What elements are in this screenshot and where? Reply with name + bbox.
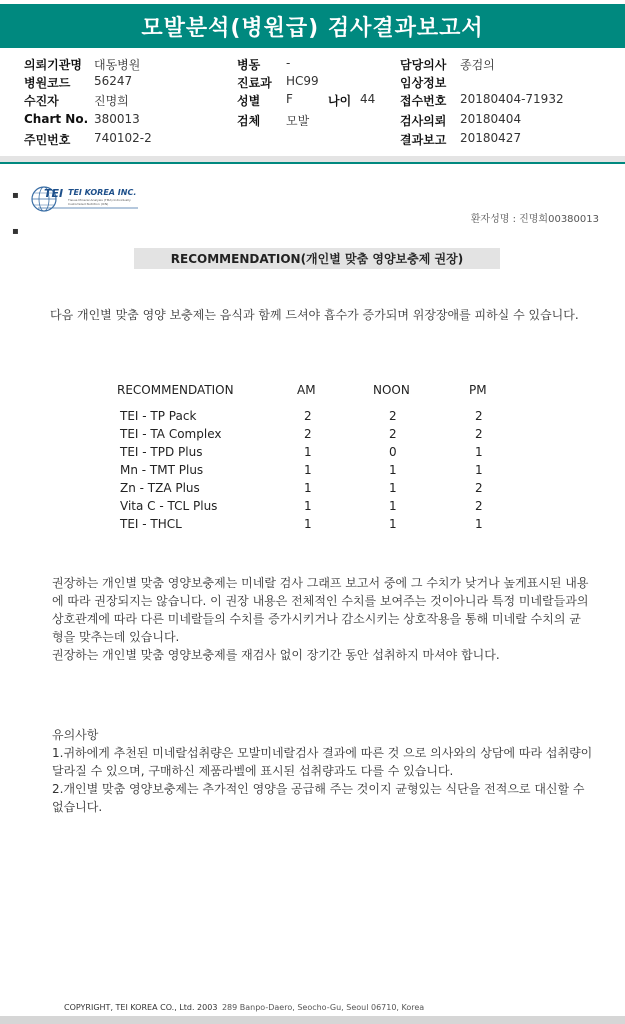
logo-mark: TEI	[44, 187, 64, 200]
supplement-name: TEI - TP Pack	[120, 409, 197, 423]
receipt-value: 20180404-71932	[460, 92, 564, 106]
pm-dose: 2	[475, 409, 483, 423]
report-title-banner	[0, 4, 625, 48]
specimen-label: 검체	[237, 114, 261, 128]
report-label: 결과보고	[400, 133, 447, 147]
logo-brand: TEI KOREA INC.	[68, 188, 137, 197]
patient-label: 수진자	[24, 94, 59, 108]
age-value: 44	[360, 92, 376, 106]
footer	[64, 1003, 424, 1012]
info-row-3	[0, 92, 625, 110]
receipt-label: 접수번호	[400, 94, 447, 108]
table-header-noon: NOON	[373, 383, 410, 397]
supplement-name: TEI - TA Complex	[120, 427, 222, 441]
doctor-value: 종검의	[460, 58, 495, 72]
noon-dose: 1	[389, 517, 397, 531]
table-row	[0, 445, 625, 463]
pm-dose: 2	[475, 427, 483, 441]
table-row	[0, 427, 625, 445]
pm-dose: 2	[475, 499, 483, 513]
sex-label: 성별	[237, 94, 261, 108]
sex-value: F	[286, 92, 293, 106]
accent-divider	[0, 162, 625, 164]
am-dose: 2	[304, 409, 312, 423]
id-value: 740102-2	[94, 131, 152, 145]
bullet-dot: ▪	[12, 190, 19, 201]
patient-info-block	[0, 52, 625, 156]
supplement-name: TEI - THCL	[120, 517, 182, 531]
am-dose: 1	[304, 463, 312, 477]
patient-value: 진명희	[94, 94, 129, 108]
code-label: 병원코드	[24, 76, 71, 90]
pm-dose: 1	[475, 445, 483, 459]
table-row	[0, 409, 625, 427]
noon-dose: 1	[389, 463, 397, 477]
pm-dose: 2	[475, 481, 483, 495]
supplement-name: Vita C - TCL Plus	[120, 499, 218, 513]
info-row-4	[0, 112, 625, 130]
info-row-5	[0, 131, 625, 149]
am-dose: 1	[304, 517, 312, 531]
clinical-label: 임상정보	[400, 76, 447, 90]
pm-dose: 1	[475, 517, 483, 531]
table-row	[0, 463, 625, 481]
ward-value: -	[286, 56, 291, 70]
hospital-label: 의뢰기관명	[24, 58, 82, 72]
am-dose: 1	[304, 445, 312, 459]
notice-item: 2.개인별 맞춤 영양보충제는 추가적인 영양을 공급해 주는 것이지 균형있는 식단을 전적으로 대신할 수 없습니다.	[52, 782, 585, 814]
copyright-text: COPYRIGHT, TEI KOREA CO., Ltd. 2003	[64, 1003, 218, 1012]
request-label: 검사의뢰	[400, 114, 447, 128]
note-paragraph: 권장하는 개인별 맞춤 영양보충제를 재검사 없이 장기간 동안 섭취하지 마셔야 합니다.	[52, 648, 500, 662]
notice-item: 1.귀하에게 추천된 미네랄섭취량은 모발미네랄검사 결과에 따른 것 으로 의사와의 상담에 따라 섭취량이 달라질 수 있으며, 구매하신 제품라벨에 표시된 섭취량과도 다를 수 있습니다.	[52, 746, 593, 778]
info-row-2	[0, 74, 625, 92]
id-label: 주민번호	[24, 133, 71, 147]
tei-logo	[30, 181, 142, 217]
logo-tagline: Tissue Mineral Analysis (TMA) Individually Customized Nutrition (ICN)	[68, 198, 131, 206]
report-title: 모발분석(병원급) 검사결과보고서	[141, 15, 484, 41]
supplement-name: Zn - TZA Plus	[120, 481, 200, 495]
noon-dose: 2	[389, 409, 397, 423]
recommendation-title-bar	[134, 248, 500, 269]
report-value: 20180427	[460, 131, 522, 145]
table-row	[0, 481, 625, 499]
patient-line: 환자성명 : 진명희00380013	[470, 214, 599, 225]
specimen-value: 모발	[286, 114, 310, 128]
supplement-name: Mn - TMT Plus	[120, 463, 204, 477]
supplement-name: TEI - TPD Plus	[120, 445, 203, 459]
intro-text: 다음 개인별 맞춤 영양 보충제는 음식과 함께 드셔야 흡수가 증가되며 위장장애를 피하실 수 있습니다.	[50, 308, 579, 322]
table-header-pm: PM	[469, 383, 487, 397]
request-value: 20180404	[460, 112, 522, 126]
noon-dose: 1	[389, 499, 397, 513]
table-row	[0, 499, 625, 517]
address-text: 289 Banpo-Daero, Seocho-Gu, Seoul 06710, Korea	[221, 1003, 425, 1012]
code-value: 56247	[94, 74, 133, 88]
table-row	[0, 517, 625, 535]
chart-label: Chart No.	[24, 112, 89, 126]
recommendation-note	[52, 574, 592, 664]
age-label: 나이	[328, 94, 352, 108]
table-header-recommendation: RECOMMENDATION	[117, 383, 234, 397]
notice-list	[52, 744, 597, 816]
dept-label: 진료과	[237, 76, 272, 90]
pm-dose: 1	[475, 463, 483, 477]
dept-value: HC99	[286, 74, 319, 88]
am-dose: 1	[304, 499, 312, 513]
ward-label: 병동	[237, 58, 261, 72]
noon-dose: 0	[389, 445, 397, 459]
info-row-1	[0, 56, 625, 74]
noon-dose: 1	[389, 481, 397, 495]
am-dose: 2	[304, 427, 312, 441]
am-dose: 1	[304, 481, 312, 495]
doctor-label: 담당의사	[400, 58, 447, 72]
bottom-bar	[0, 1016, 625, 1024]
bullet-dot: ▪	[12, 226, 19, 237]
notice-title: 유의사항	[52, 728, 99, 742]
note-paragraph: 권장하는 개인별 맞춤 영양보충제는 미네랄 검사 그래프 보고서 중에 그 수치가 낮거나 높게표시된 내용에 따라 권장되지는 않습니다. 이 권장 내용은 전체적인 수치를 보여주는 것이아니라 특정 미네랄들과의 상호관계에 따라 다른 미네랄들의 수치를 증가시키거나 감소시키는 상호작용을 통해 미네랄 수치의 균형을 맞추는데 있습니다.	[52, 576, 589, 644]
hospital-value: 대동병원	[94, 58, 141, 72]
noon-dose: 2	[389, 427, 397, 441]
chart-value: 380013	[94, 112, 140, 126]
recommendation-title: RECOMMENDATION(개인별 맞춤 영양보충제 권장)	[170, 252, 464, 266]
table-header-am: AM	[297, 383, 316, 397]
